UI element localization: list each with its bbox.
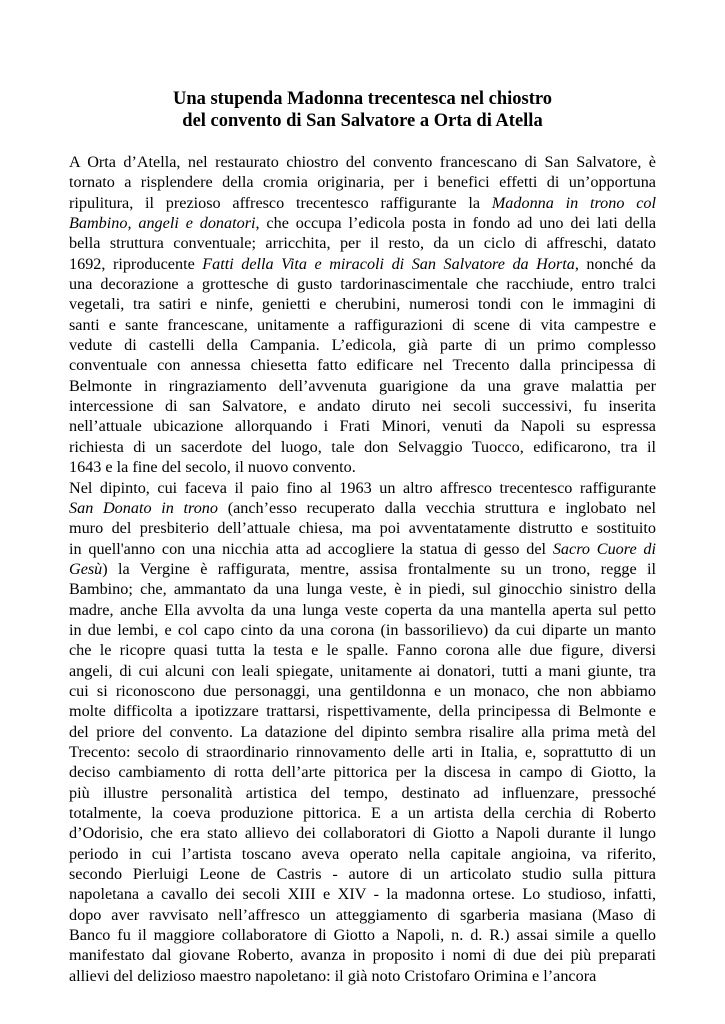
text-segment: Trecento: secolo di straordinario rinnovamento delle arti in Italia, e, soprattutto di un (69, 742, 656, 761)
text-segment: più illustre personalità artistica del tempo, destinato ad influenzare, pressoché (69, 783, 656, 802)
text-line (69, 823, 656, 843)
text-segment: deciso cambiamento di rotta dell’arte pittorica per la discesa in campo di Giotto, la (69, 763, 656, 782)
text-line (69, 945, 656, 965)
text-segment: angeli, di cui alcuni con leali spiegate, unitamente ai donatori, tutti a mani giunte, tra (69, 661, 656, 680)
text-segment: allievi del delizioso maestro napoletano: il già noto Cristofaro Orimina e l’ancora (69, 966, 597, 985)
text-segment: manifestato dal giovane Roberto, avanza in proposito i nomi di due dei più preparati (69, 946, 656, 965)
text-segment: del priore del convento. La datazione del dipinto sembra risalire alla prima metà del (69, 722, 656, 741)
text-line (69, 172, 656, 192)
text-line (69, 478, 656, 498)
text-segment: 1692, riproducente (69, 254, 203, 273)
text-line (69, 579, 656, 599)
text-segment: Belmonte in ringraziamento dell’avvenuta guarigione da una grave malattia per (69, 376, 656, 395)
text-line (69, 355, 656, 375)
text-line (69, 437, 656, 457)
text-segment: , nonché da (574, 254, 656, 273)
italic-text: San Donato in trono (69, 498, 218, 517)
title-line-1: Una stupenda Madonna trecentesca nel chiostro (172, 89, 553, 109)
text-segment: nell’attuale ubicazione allorquando i Frati Minori, venuti da Napoli su espressa (69, 417, 656, 436)
italic-text: Gesù (69, 559, 103, 578)
italic-text: Fatti della Vita e miracoli di San Salvatore da Horta (202, 254, 575, 273)
text-segment: intercessione di san Salvatore, e andato diruto nei secoli successivi, fu inserita (69, 397, 656, 416)
text-segment: dopo aver ravvisato nell’affresco un atteggiamento di sgarberia masiana (Maso di (69, 905, 656, 924)
text-line (69, 335, 656, 355)
text-line (69, 864, 656, 884)
text-segment: (anch’esso recuperato dalla vecchia struttura e inglobato nel (218, 498, 656, 517)
text-segment: d’Odorisio, che era stato allievo dei collaboratori di Giotto a Napoli durante il lungo (69, 824, 656, 843)
text-segment: vegetali, tra satiri e ninfe, genietti e cherubini, numerosi tondi con le immagini di (69, 295, 656, 314)
text-segment: muro del presbiterio dell’attuale chiesa, ma poi avventatamente distrutto e sostituito (69, 519, 656, 538)
text-segment: ) la Vergine è raffigurata, mentre, assisa frontalmente su un trono, regge il (102, 559, 656, 578)
text-line (69, 416, 656, 436)
text-line (69, 762, 656, 782)
text-segment: in due lembi, e col capo cinto da una corona (in bassorilievo) da cui diparte un manto (69, 620, 656, 639)
italic-text: Sacro Cuore di (552, 539, 657, 558)
text-segment: cui si riconoscono due personaggi, una gentildonna e un monaco, che non abbiamo (69, 681, 656, 700)
text-line (69, 315, 656, 335)
text-segment: vedute di castelli della Campania. L’edicola, già parte di un primo complesso (69, 336, 656, 355)
text-segment: totalmente, la coeva produzione pittorica. E a un artista della cerchia di Roberto (69, 804, 656, 822)
text-segment: una decorazione a grottesche di gusto tardorinascimentale che racchiude, entro tralci (69, 275, 656, 294)
text-line (69, 193, 656, 213)
text-segment: ripulitura, il prezioso affresco trecentesco raffigurante la (69, 193, 492, 212)
text-segment: A Orta d’Atella, nel restaurato chiostro del convento francescano di San Salvatore, è (69, 153, 656, 171)
text-line (69, 233, 656, 253)
text-segment: molte difficolta a ipotizzare trattarsi, rispettivamente, della principessa di Belmonte e (69, 702, 656, 721)
text-segment: in quell'anno con una nicchia atta ad accogliere la statua di gesso del (69, 539, 553, 558)
text-line (69, 600, 656, 620)
text-segment: madre, anche Ella avvolta da una lunga veste coperta da una mantella aperta sul petto (69, 600, 656, 619)
text-line (69, 742, 656, 762)
text-segment: conventuale con annessa chiesetta fatto edificare nel Trecento dalla principessa di (69, 356, 656, 375)
text-line (69, 844, 656, 864)
text-segment: tornato a risplendere della cromia originaria, per i benefici effetti di un’opportuna (69, 173, 656, 192)
text-line (69, 681, 656, 701)
text-line (69, 254, 656, 274)
text-line (69, 518, 656, 538)
text-segment: santi e sante francescane, unitamente a raffigurazioni di scene di vita campestre e (69, 315, 656, 334)
text-line (69, 966, 656, 986)
text-line (69, 620, 656, 640)
text-line (69, 376, 656, 396)
text-line (69, 274, 656, 294)
text-segment: che le ricopre quasi tutta la testa e le spalle. Fanno corona alle due figure, diversi (69, 641, 656, 660)
italic-text: Madonna in trono col (491, 193, 656, 212)
text-line (69, 905, 656, 925)
text-line (69, 294, 656, 314)
text-line (69, 457, 656, 477)
text-line (69, 498, 656, 518)
article-body (69, 152, 656, 986)
text-segment: , che occupa l’edicola posta in fondo ad uno dei lati della (255, 214, 657, 233)
text-line (69, 783, 656, 803)
text-segment: bella struttura conventuale; arricchita, per il resto, da un ciclo di affreschi, datato (69, 234, 656, 253)
text-line (69, 396, 656, 416)
text-line (69, 803, 656, 823)
text-segment: Nel dipinto, cui faceva il paio fino al 1963 un altro affresco trecentesco raffigurante (69, 478, 656, 497)
text-segment: Banco fu il maggiore collaboratore di Giotto a Napoli, n. d. R.) assai simile a quello (69, 926, 656, 945)
text-segment: napoletana a cavallo dei secoli XIII e XIV - la madonna ortese. Lo studioso, infatti, (69, 885, 656, 904)
italic-text: Bambino, angeli e donatori (69, 214, 256, 233)
text-line (69, 701, 656, 721)
title-line-2: del convento di San Salvatore a Orta di Atella (182, 111, 543, 131)
article-title (0, 88, 725, 132)
text-segment: 1643 e la fine del secolo, il nuovo convento. (69, 458, 356, 477)
text-line (69, 539, 656, 559)
text-line (69, 152, 656, 172)
text-line (69, 925, 656, 945)
text-line (69, 722, 656, 742)
text-line (69, 559, 656, 579)
text-segment: periodo in cui l’artista toscano aveva operato nella capitale angioina, va riferito, (69, 844, 656, 863)
text-line (69, 213, 656, 233)
text-line (69, 640, 656, 660)
text-segment: richiesta di un sacerdote del luogo, tale don Selvaggio Tuocco, edificarono, tra il (69, 437, 656, 456)
text-segment: Bambino; che, ammantato da una lunga veste, è in piedi, sul ginocchio sinistro della (69, 580, 656, 599)
text-line (69, 884, 656, 904)
text-line (69, 661, 656, 681)
text-segment: secondo Pierluigi Leone de Castris - autore di un articolato studio sulla pittura (69, 865, 656, 884)
